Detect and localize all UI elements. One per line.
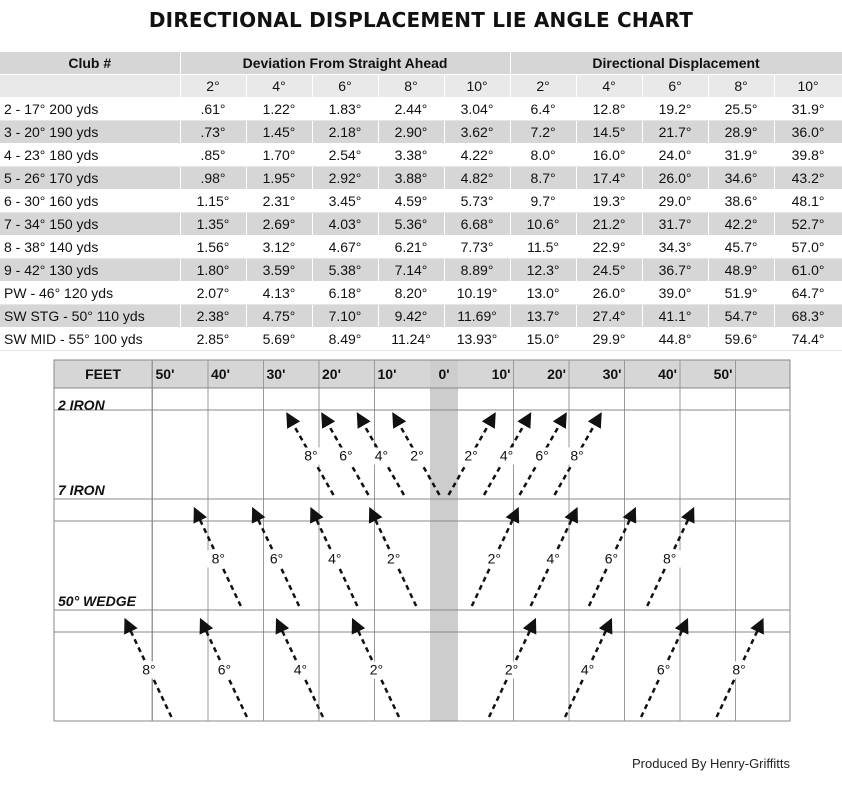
deviation-cell: 2.90°	[378, 121, 444, 144]
arrow-angle-label: 2°	[504, 661, 519, 678]
tick-label: 20'	[322, 366, 341, 382]
deviation-cell: 4.13°	[246, 282, 312, 305]
blank-header-cell	[0, 75, 180, 98]
displacement-cell: 13.7°	[510, 305, 576, 328]
deviation-cell: 1.83°	[312, 98, 378, 121]
displacement-cell: 21.7°	[642, 121, 708, 144]
deviation-cell: 13.93°	[444, 328, 510, 351]
angle-subheader: 10°	[444, 75, 510, 98]
arrow-angle-label: 6°	[217, 661, 232, 678]
tick-label: 10'	[377, 366, 397, 382]
displacement-cell: 43.2°	[774, 167, 842, 190]
deviation-cell: 2.44°	[378, 98, 444, 121]
deviation-cell: 1.56°	[180, 236, 246, 259]
displacement-cell: 7.2°	[510, 121, 576, 144]
tick-label: 10'	[491, 366, 511, 382]
deviation-cell: .61°	[180, 98, 246, 121]
displacement-cell: 8.7°	[510, 167, 576, 190]
displacement-cell: 22.9°	[576, 236, 642, 259]
arrow-angle-label: 8°	[304, 447, 318, 464]
arrow-angle-label: 2°	[386, 550, 401, 567]
arrow-angle-label: 4°	[546, 550, 560, 567]
displacement-cell: 19.3°	[576, 190, 642, 213]
deviation-cell: 2.31°	[246, 190, 312, 213]
deviation-cell: 1.80°	[180, 259, 246, 282]
angle-subheader-row	[0, 75, 842, 98]
table-row	[0, 282, 842, 305]
club-cell: 8 - 38° 140 yds	[0, 236, 180, 259]
deviation-cell: 8.20°	[378, 282, 444, 305]
displacement-cell: 8.0°	[510, 144, 576, 167]
displacement-cell: 11.5°	[510, 236, 576, 259]
deviation-cell: 2.07°	[180, 282, 246, 305]
arrow-angle-label: 6°	[269, 550, 284, 567]
displacement-cell: 12.8°	[576, 98, 642, 121]
deviation-cell: .98°	[180, 167, 246, 190]
club-cell: SW MID - 55° 100 yds	[0, 328, 180, 351]
arrow-angle-label: 4°	[499, 447, 514, 464]
deviation-cell: 9.42°	[378, 305, 444, 328]
arrow-angle-label: 2°	[464, 447, 478, 464]
displacement-cell: 34.6°	[708, 167, 774, 190]
displacement-cell: 9.7°	[510, 190, 576, 213]
displacement-cell: 39.0°	[642, 282, 708, 305]
arrow-angle-label: 8°	[211, 550, 225, 567]
deviation-cell: 2.18°	[312, 121, 378, 144]
deviation-cell: 4.75°	[246, 305, 312, 328]
displacement-cell: 36.7°	[642, 259, 708, 282]
displacement-cell: 34.3°	[642, 236, 708, 259]
displacement-cell: 61.0°	[774, 259, 842, 282]
club-cell: 9 - 42° 130 yds	[0, 259, 180, 282]
club-cell: PW - 46° 120 yds	[0, 282, 180, 305]
deviation-cell: 4.82°	[444, 167, 510, 190]
deviation-cell: 6.18°	[312, 282, 378, 305]
arrow-angle-label: 8°	[732, 661, 746, 678]
table-row	[0, 305, 842, 328]
displacement-cell: 13.0°	[510, 282, 576, 305]
deviation-cell: 3.45°	[312, 190, 378, 213]
deviation-cell: 7.10°	[312, 305, 378, 328]
deviation-cell: 2.69°	[246, 213, 312, 236]
deviation-cell: 1.70°	[246, 144, 312, 167]
arrow-angle-label: 2°	[369, 661, 384, 678]
table-row	[0, 259, 842, 282]
displacement-cell: 29.9°	[576, 328, 642, 351]
displacement-cell: 28.9°	[708, 121, 774, 144]
tick-label: 50'	[713, 366, 733, 382]
angle-subheader: 4°	[246, 75, 312, 98]
displacement-cell: 52.7°	[774, 213, 842, 236]
deviation-cell: 3.88°	[378, 167, 444, 190]
deviation-cell: 2.38°	[180, 305, 246, 328]
zero-band	[430, 360, 458, 721]
table-row	[0, 167, 842, 190]
displacement-cell: 10.6°	[510, 213, 576, 236]
lie-angle-table	[0, 52, 842, 351]
deviation-cell: 1.45°	[246, 121, 312, 144]
deviation-cell: 5.38°	[312, 259, 378, 282]
table-row	[0, 98, 842, 121]
arrow-angle-label: 4°	[580, 661, 595, 678]
table-row	[0, 144, 842, 167]
displacement-cell: 57.0°	[774, 236, 842, 259]
displacement-cell: 26.0°	[576, 282, 642, 305]
deviation-cell: 4.22°	[444, 144, 510, 167]
deviation-cell: 4.03°	[312, 213, 378, 236]
displacement-cell: 17.4°	[576, 167, 642, 190]
deviation-cell: 6.68°	[444, 213, 510, 236]
displacement-cell: 31.9°	[774, 98, 842, 121]
displacement-cell: 25.5°	[708, 98, 774, 121]
angle-subheader: 2°	[180, 75, 246, 98]
deviation-cell: 7.73°	[444, 236, 510, 259]
section-label: 2 IRON	[58, 397, 105, 413]
table-row	[0, 121, 842, 144]
displacement-diagram	[0, 355, 842, 755]
displacement-cell: 26.0°	[642, 167, 708, 190]
angle-subheader: 6°	[312, 75, 378, 98]
arrow-angle-label: 6°	[656, 661, 671, 678]
deviation-cell: 8.89°	[444, 259, 510, 282]
club-cell: SW STG - 50° 110 yds	[0, 305, 180, 328]
deviation-cell: 8.49°	[312, 328, 378, 351]
displacement-cell: 14.5°	[576, 121, 642, 144]
arrow-angle-label: 2°	[487, 550, 502, 567]
displacement-cell: 24.5°	[576, 259, 642, 282]
deviation-cell: 3.62°	[444, 121, 510, 144]
credit-line: Produced By Henry-Griffitts	[632, 756, 790, 771]
angle-subheader: 8°	[378, 75, 444, 98]
arrow-angle-label: 6°	[604, 550, 619, 567]
tick-label: 30'	[602, 366, 622, 382]
deviation-cell: 3.04°	[444, 98, 510, 121]
displacement-cell: 31.9°	[708, 144, 774, 167]
deviation-cell: 11.24°	[378, 328, 444, 351]
arrow-angle-label: 8°	[663, 550, 677, 567]
table-row	[0, 190, 842, 213]
displacement-cell: 44.8°	[642, 328, 708, 351]
displacement-cell: 6.4°	[510, 98, 576, 121]
angle-subheader: 2°	[510, 75, 576, 98]
displacement-cell: 42.2°	[708, 213, 774, 236]
deviation-cell: 3.12°	[246, 236, 312, 259]
deviation-cell: .73°	[180, 121, 246, 144]
tick-label: 40'	[211, 366, 230, 382]
club-column-header: Club #	[0, 52, 180, 75]
arrow-angle-label: 8°	[570, 447, 584, 464]
section-label: 50° WEDGE	[58, 593, 136, 609]
club-cell: 3 - 20° 190 yds	[0, 121, 180, 144]
table-row	[0, 236, 842, 259]
deviation-cell: 2.92°	[312, 167, 378, 190]
club-cell: 4 - 23° 180 yds	[0, 144, 180, 167]
chart-title: DIRECTIONAL DISPLACEMENT LIE ANGLE CHART	[148, 8, 694, 32]
displacement-cell: 51.9°	[708, 282, 774, 305]
displacement-cell: 74.4°	[774, 328, 842, 351]
club-cell: 2 - 17° 200 yds	[0, 98, 180, 121]
deviation-cell: .85°	[180, 144, 246, 167]
displacement-cell: 64.7°	[774, 282, 842, 305]
angle-subheader: 4°	[576, 75, 642, 98]
deviation-cell: 4.59°	[378, 190, 444, 213]
club-cell: 5 - 26° 170 yds	[0, 167, 180, 190]
club-cell: 6 - 30° 160 yds	[0, 190, 180, 213]
tick-label: 0'	[438, 366, 450, 382]
table-row	[0, 213, 842, 236]
displacement-cell: 59.6°	[708, 328, 774, 351]
deviation-cell: 5.69°	[246, 328, 312, 351]
displacement-cell: 31.7°	[642, 213, 708, 236]
arrow-angle-label: 4°	[328, 550, 342, 567]
deviation-cell: 6.21°	[378, 236, 444, 259]
arrow-angle-label: 4°	[293, 661, 308, 678]
deviation-cell: 1.95°	[246, 167, 312, 190]
arrow-angle-label: 6°	[339, 447, 353, 464]
feet-header-label: FEET	[85, 366, 121, 382]
club-cell: 7 - 34° 150 yds	[0, 213, 180, 236]
displacement-cell: 48.9°	[708, 259, 774, 282]
angle-subheader: 6°	[642, 75, 708, 98]
arrow-angle-label: 6°	[535, 447, 549, 464]
tick-label: 40'	[658, 366, 677, 382]
arrow-angle-label: 2°	[410, 447, 424, 464]
displacement-cell: 68.3°	[774, 305, 842, 328]
tick-label: 50'	[155, 366, 175, 382]
tick-label: 30'	[266, 366, 286, 382]
tick-label: 20'	[547, 366, 566, 382]
deviation-cell: 11.69°	[444, 305, 510, 328]
deviation-cell: 2.85°	[180, 328, 246, 351]
deviation-cell: 10.19°	[444, 282, 510, 305]
displacement-cell: 29.0°	[642, 190, 708, 213]
deviation-group-header: Deviation From Straight Ahead	[180, 52, 510, 75]
deviation-cell: 2.54°	[312, 144, 378, 167]
deviation-cell: 3.59°	[246, 259, 312, 282]
displacement-cell: 39.8°	[774, 144, 842, 167]
displacement-cell: 19.2°	[642, 98, 708, 121]
arrow-angle-label: 4°	[374, 447, 389, 464]
displacement-cell: 27.4°	[576, 305, 642, 328]
displacement-cell: 38.6°	[708, 190, 774, 213]
displacement-group-header: Directional Displacement	[510, 52, 842, 75]
displacement-cell: 16.0°	[576, 144, 642, 167]
angle-subheader: 10°	[774, 75, 842, 98]
displacement-cell: 12.3°	[510, 259, 576, 282]
table-row	[0, 328, 842, 351]
deviation-cell: 5.36°	[378, 213, 444, 236]
deviation-cell: 7.14°	[378, 259, 444, 282]
deviation-cell: 1.35°	[180, 213, 246, 236]
deviation-cell: 1.22°	[246, 98, 312, 121]
displacement-cell: 24.0°	[642, 144, 708, 167]
arrow-angle-label: 8°	[142, 661, 156, 678]
angle-subheader: 8°	[708, 75, 774, 98]
displacement-cell: 54.7°	[708, 305, 774, 328]
displacement-cell: 21.2°	[576, 213, 642, 236]
deviation-cell: 3.38°	[378, 144, 444, 167]
displacement-cell: 45.7°	[708, 236, 774, 259]
displacement-cell: 36.0°	[774, 121, 842, 144]
displacement-cell: 48.1°	[774, 190, 842, 213]
section-label: 7 IRON	[58, 482, 105, 498]
displacement-cell: 15.0°	[510, 328, 576, 351]
deviation-cell: 5.73°	[444, 190, 510, 213]
displacement-cell: 41.1°	[642, 305, 708, 328]
deviation-cell: 4.67°	[312, 236, 378, 259]
deviation-cell: 1.15°	[180, 190, 246, 213]
